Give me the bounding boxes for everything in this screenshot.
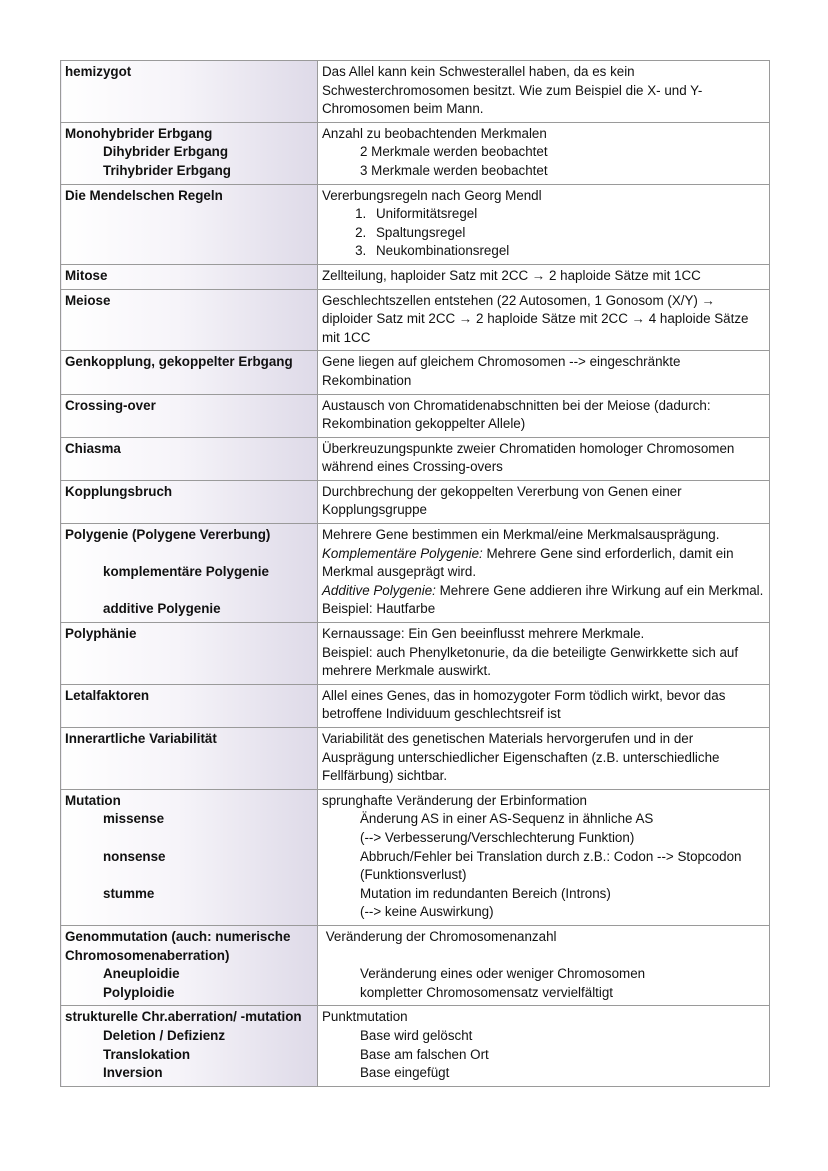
term-label: Genkopplung, gekoppelter Erbgang — [65, 354, 293, 370]
definition-text: Änderung AS in einer AS-Sequenz in ähnliche AS — [360, 811, 654, 827]
sub-term-label: Inversion — [103, 1065, 163, 1081]
definition-cell — [318, 684, 770, 727]
term-cell — [61, 789, 318, 925]
definition-cell — [318, 289, 770, 351]
definition-cell — [318, 61, 770, 123]
table-row — [61, 728, 770, 790]
definition-cell — [318, 122, 770, 184]
term-cell — [61, 728, 318, 790]
definition-cell — [318, 524, 770, 623]
definition-text: Abbruch/Fehler bei Translation durch z.B.: Codon --> Stopcodon — [360, 848, 742, 864]
definition-cell — [318, 437, 770, 480]
table-row — [61, 122, 770, 184]
definition-cell — [318, 184, 770, 264]
sub-term-label: Trihybrider Erbgang — [103, 162, 231, 178]
term-cell — [61, 437, 318, 480]
table-row — [61, 184, 770, 264]
definition-text — [322, 582, 768, 619]
definition-text: (--> Verbesserung/Verschlechterung Funktion) — [360, 829, 635, 845]
italic-label: Komplementäre Polygenie: — [322, 545, 483, 561]
definition-text: Base am falschen Ort — [360, 1046, 489, 1062]
definition-text: Mehrere Gene sind erforderlich, damit ein Merkmal ausgeprägt wird. — [322, 545, 738, 580]
sub-term-label: Aneuploidie — [103, 966, 180, 982]
term-cell — [61, 480, 318, 523]
term-cell — [61, 684, 318, 727]
table-row — [61, 289, 770, 351]
term-cell — [61, 623, 318, 685]
definition-cell — [318, 1006, 770, 1086]
sub-term-label: Dihybrider Erbgang — [103, 144, 228, 160]
definition-cell — [318, 925, 770, 1005]
term-label: Die Mendelschen Regeln — [65, 187, 223, 203]
term-cell — [61, 184, 318, 264]
table-row — [61, 394, 770, 437]
definition-text: Vererbungsregeln nach Georg Mendl — [322, 187, 542, 203]
term-label: Mutation — [65, 792, 121, 808]
italic-label: Additive Polygenie: — [322, 582, 436, 598]
definition-text: 3 Merkmale werden beobachtet — [360, 162, 548, 178]
sub-term-label: additive Polygenie — [103, 601, 221, 617]
term-cell — [61, 351, 318, 394]
list-item: 1. Uniformitätsregel — [370, 205, 765, 224]
list-item: 2. Spaltungsregel — [370, 224, 765, 243]
definition-cell — [318, 351, 770, 394]
sub-term-label: komplementäre Polygenie — [103, 564, 269, 580]
definition-text: Durchbrechung der gekoppelten Vererbung von Genen einer Kopplungsgruppe — [322, 483, 686, 518]
term-cell — [61, 61, 318, 123]
definition-text: Beispiel: auch Phenylketonurie, da die beteiligte Genwirkkette sich auf mehrere Merkmale auswirkt. — [322, 644, 742, 679]
term-label: Chiasma — [65, 440, 121, 456]
term-cell — [61, 289, 318, 351]
term-label: Kopplungsbruch — [65, 483, 173, 499]
table-row — [61, 684, 770, 727]
term-label: Meiose — [65, 292, 111, 308]
term-label: strukturelle Chr.aberration/ -mutation — [65, 1009, 302, 1025]
term-cell — [61, 925, 318, 1005]
term-label: Monohybrider Erbgang — [65, 125, 213, 141]
term-label: Polygenie (Polygene Vererbung) — [65, 527, 271, 543]
term-cell — [61, 394, 318, 437]
term-cell — [61, 1006, 318, 1086]
sub-term-label: Deletion / Defizienz — [103, 1027, 226, 1043]
term-label: Polyphänie — [65, 626, 137, 642]
definition-text: Kernaussage: Ein Gen beeinflusst mehrere Merkmale. — [322, 626, 645, 642]
term-cell — [61, 264, 318, 289]
definition-text: kompletter Chromosomensatz vervielfältigt — [360, 984, 614, 1000]
definition-text: Austausch von Chromatidenabschnitten bei der Meiose (dadurch: Rekombination gekoppelter Allele) — [322, 397, 715, 432]
term-label: Mitose — [65, 267, 108, 283]
table-row — [61, 264, 770, 289]
definition-text: Mutation im redundanten Bereich (Introns) — [360, 885, 611, 901]
definition-cell — [318, 264, 770, 289]
definition-text: Anzahl zu beobachtenden Merkmalen — [322, 125, 547, 141]
definition-text: Veränderung der Chromosomenanzahl — [322, 928, 557, 944]
table-row — [61, 351, 770, 394]
term-label: Crossing-over — [65, 397, 156, 413]
definition-text: 2 Merkmale werden beobachtet — [360, 144, 548, 160]
table-row — [61, 524, 770, 623]
definition-text: Geschlechtszellen entstehen (22 Autosomen, 1 Gonosom (X/Y) → diploider Satz mit 2CC → 2 haploide Sätze mit 2CC → 4 haploide Sätze mit 1CC — [322, 292, 753, 345]
term-label: hemizygot — [65, 64, 132, 79]
definition-text: Base eingefügt — [360, 1065, 450, 1081]
definition-text: Das Allel kann kein Schwesterallel haben, da es kein Schwesterchromosomen besitzt. Wie zum Beispiel die X- und Y-Chromosomen beim Mann. — [322, 64, 703, 117]
definition-text: (--> keine Auswirkung) — [360, 904, 494, 920]
table-row — [61, 925, 770, 1005]
table-row — [61, 480, 770, 523]
term-label: Genommutation (auch: numerische Chromosomenaberration) — [65, 928, 295, 963]
definition-text: Mehrere Gene addieren ihre Wirkung auf ein Merkmal. Beispiel: Hautfarbe — [322, 582, 768, 617]
definition-text — [322, 545, 765, 582]
definition-text: sprunghafte Veränderung der Erbinformation — [322, 792, 588, 808]
table-row — [61, 1006, 770, 1086]
definition-cell — [318, 394, 770, 437]
sub-term-label: missense — [103, 811, 165, 827]
definition-text: Überkreuzungspunkte zweier Chromatiden homologer Chromosomen während eines Crossing-overs — [322, 440, 739, 475]
definition-text: Mehrere Gene bestimmen ein Merkmal/eine Merkmalsausprägung. — [322, 527, 720, 543]
sub-term-label: stumme — [103, 885, 155, 901]
definition-text: Gene liegen auf gleichem Chromosomen --> eingeschränkte Rekombination — [322, 354, 685, 388]
definition-text: Variabilität des genetischen Materials hervorgerufen und in der Ausprägung unterschiedlicher Eigenschaften (z.B. unterschiedliche Fellfärbung) sichtbar. — [322, 731, 724, 784]
definition-cell — [318, 728, 770, 790]
definition-text: Veränderung eines oder weniger Chromosomen — [360, 966, 646, 982]
sub-term-label: Polyploidie — [103, 984, 175, 1000]
definition-text: Zellteilung, haploider Satz mit 2CC → 2 haploide Sätze mit 1CC — [322, 267, 701, 283]
definition-text: (Funktionsverlust) — [360, 867, 467, 883]
table-row — [61, 623, 770, 685]
definition-cell — [318, 480, 770, 523]
definition-cell — [318, 789, 770, 925]
term-cell — [61, 524, 318, 623]
table-row — [61, 437, 770, 480]
rules-list — [322, 205, 765, 261]
term-cell — [61, 122, 318, 184]
sub-term-label: Translokation — [103, 1046, 191, 1062]
definition-text: Base wird gelöscht — [360, 1027, 473, 1043]
table-row — [61, 61, 770, 123]
sub-term-label: nonsense — [103, 848, 166, 864]
glossary-table — [60, 60, 770, 1087]
definition-cell — [318, 623, 770, 685]
list-item: 3. Neukombinationsregel — [370, 242, 765, 261]
term-label: Innerartliche Variabilität — [65, 731, 217, 746]
definition-text: Allel eines Genes, das in homozygoter Form tödlich wirkt, bevor das betroffene Individuum geschlechtsreif ist — [322, 687, 730, 722]
table-row — [61, 789, 770, 925]
term-label: Letalfaktoren — [65, 687, 150, 703]
definition-text: Punktmutation — [322, 1009, 408, 1025]
